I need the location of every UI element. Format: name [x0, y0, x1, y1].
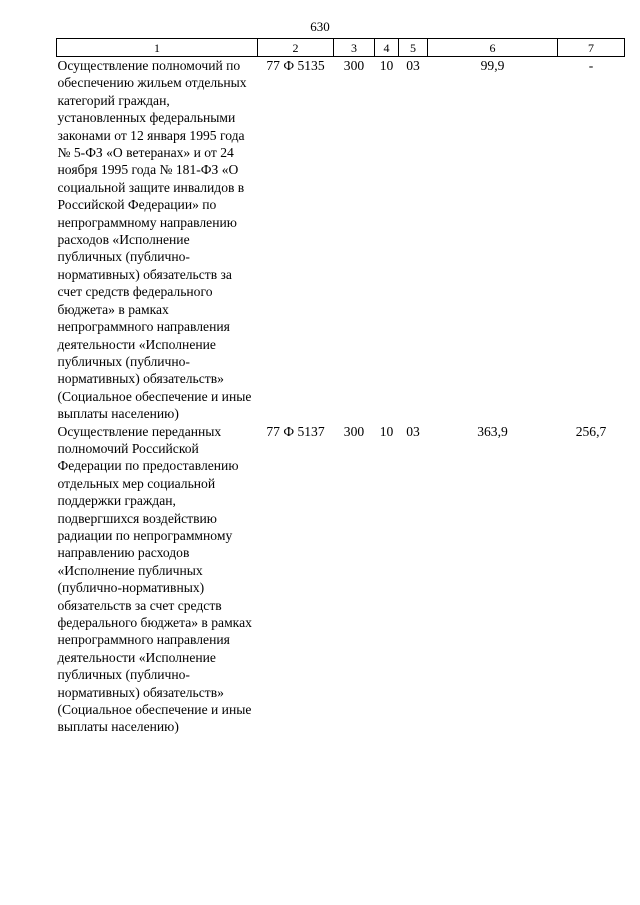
row-col7: 256,7	[575, 423, 607, 439]
column-header: 7	[558, 39, 625, 57]
row-code: 77 Ф 5135	[266, 58, 325, 73]
table-row	[57, 423, 625, 736]
table-header-row	[57, 39, 625, 57]
column-header: 1	[57, 39, 258, 57]
row-col6: 363,9	[477, 423, 508, 439]
table-row	[57, 57, 625, 423]
row-col3: 300	[343, 423, 365, 439]
row-code: 77 Ф 5137	[266, 423, 325, 439]
budget-table	[56, 38, 625, 736]
column-header: 4	[375, 39, 399, 57]
column-header: 5	[399, 39, 428, 57]
row-col7: -	[588, 58, 594, 73]
column-header: 3	[334, 39, 375, 57]
row-col5: 03	[406, 423, 420, 439]
row-col5: 03	[406, 58, 420, 73]
column-header: 6	[428, 39, 558, 57]
row-description: Осуществление переданных полномочий Российской Федерации по предоставлению отдельных мер социальной поддержки граждан, подвергшихся воздействию радиации по непрограммному направлению расходов «Исполнение публичных (публично-нормативных) обязательств за счет средств федерального бюджета» в рамках непрограммного направления деятельности «Исполнение публичных (публично-нормативных) обязательств» (Социальное обеспечение и иные выплаты населению)	[57, 423, 252, 735]
row-col6: 99,9	[480, 58, 505, 73]
row-description: Осуществление полномочий по обеспечению жильем отдельных категорий граждан, установленных федеральными законами от 12 января 1995 года № 5-ФЗ «О ветеранах» и от 24 ноября 1995 года № 181-ФЗ «О социальной защите инвалидов в Российской Федерации» по непрограммному направлению расходов «Исполнение публичных (публично-нормативных) обязательств за счет средств федерального бюджета» в рамках непрограммного направления деятельности «Исполнение публичных (публично-нормативных) обязательств» (Социальное обеспечение и иные выплаты населению)	[57, 58, 252, 422]
column-header: 2	[258, 39, 334, 57]
row-col3: 300	[343, 58, 365, 73]
row-col4: 10	[379, 423, 394, 439]
row-col4: 10	[379, 58, 394, 73]
page-number: 630	[310, 19, 330, 34]
